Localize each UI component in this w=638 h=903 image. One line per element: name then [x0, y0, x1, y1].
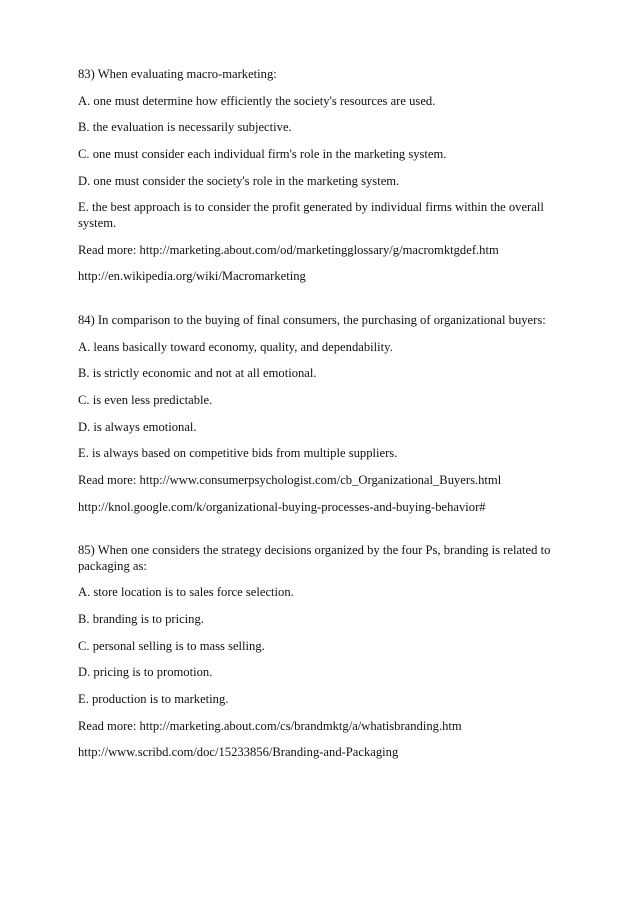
option-a: A. store location is to sales force selection. [78, 585, 294, 600]
option-d: D. pricing is to promotion. [78, 665, 213, 680]
option-d: D. one must consider the society's role in the marketing system. [78, 173, 400, 188]
reference-link[interactable]: http://knol.google.com/k/organizational-buying-processes-and-buying-behavior# [78, 499, 486, 514]
read-more-link[interactable]: Read more: http://marketing.about.com/cs/brandmktg/a/whatisbranding.htm [78, 718, 462, 733]
option-d: D. is always emotional. [78, 419, 197, 434]
option-a: A. one must determine how efficiently the society's resources are used. [78, 93, 436, 108]
option-b: B. branding is to pricing. [78, 612, 204, 626]
reference-link[interactable]: http://en.wikipedia.org/wiki/Macromarketing [78, 269, 306, 284]
option-b: B. the evaluation is necessarily subjective. [78, 120, 292, 135]
option-e: E. is always based on competitive bids from multiple suppliers. [78, 446, 398, 461]
reference-link[interactable]: http://www.scribd.com/doc/15233856/Branding-and-Packaging [78, 745, 399, 760]
option-b: B. is strictly economic and not at all emotional. [78, 366, 317, 381]
spacer [78, 285, 578, 313]
option-c: C. one must consider each individual firm's role in the marketing system. [78, 147, 447, 162]
question-stem: 83) When evaluating macro-marketing: [78, 67, 277, 81]
option-c: C. personal selling is to mass selling. [78, 638, 265, 653]
read-more-link[interactable]: Read more: http://www.consumerpsychologist.com/cb_Organizational_Buyers.html [78, 472, 502, 487]
option-e: E. production is to marketing. [78, 692, 229, 707]
spacer [78, 515, 578, 543]
option-c: C. is even less predictable. [78, 392, 213, 407]
question-84 [78, 313, 578, 515]
question-85 [78, 543, 578, 761]
option-a: A. leans basically toward economy, quality, and dependability. [78, 339, 393, 354]
question-stem: 85) When one considers the strategy decisions organized by the four Ps, branding is related to packaging as: [78, 543, 551, 573]
question-stem: 84) In comparison to the buying of final consumers, the purchasing of organizational buyers: [78, 312, 546, 327]
read-more-link[interactable]: Read more: http://marketing.about.com/od/marketingglossary/g/macromktgdef.htm [78, 242, 499, 257]
question-83 [78, 67, 578, 285]
option-e: E. the best approach is to consider the profit generated by individual firms within the overall system. [78, 200, 544, 230]
